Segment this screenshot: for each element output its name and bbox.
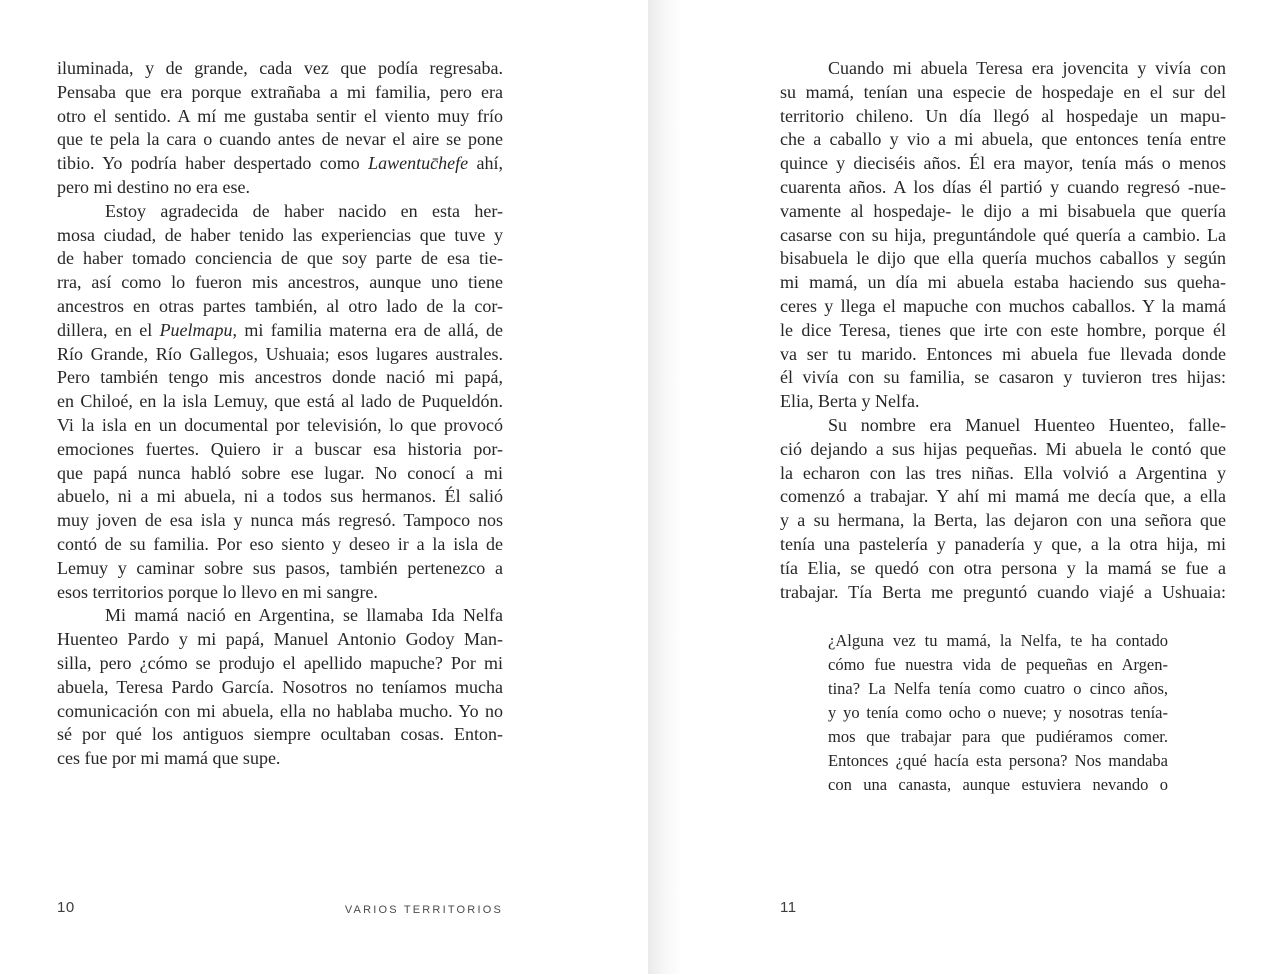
text-line: la echaron con las tres niñas. Ella volvió a Argentina y <box>780 462 1226 483</box>
text-line: le dice Teresa, tienes que irte con este hombre, porque él <box>780 319 1226 340</box>
text-line: él vivía con su familia, se casaron y tuvieron tres hijas: <box>780 367 1226 388</box>
text-line: Río Grande, Río Gallegos, Ushuaia; esos lugares australes. <box>57 343 503 364</box>
text-line: va ser tu marido. Entonces mi abuela fue llevada donde <box>780 343 1226 364</box>
text-line: tibio. Yo podría haber despertado como Lawentuc̄hefe ahí, <box>57 153 503 174</box>
text-line: tía Elia, se quedó con otra persona y la mamá se fue a <box>780 557 1226 578</box>
page-number-left: 10 <box>57 899 75 916</box>
text-line: otro el sentido. A mí me gustaba sentir el viento muy frío <box>57 105 503 126</box>
text-line: iluminada, y de grande, cada vez que podía regresaba. <box>57 58 503 78</box>
text-line: Vi la isla en un documental por televisión, lo que provocó <box>57 414 503 435</box>
text-line: ció dejando a sus hijas pequeñas. Mi abuela le contó que <box>780 438 1226 459</box>
text-line: bisabuela le dijo que ella quería muchos caballos y según <box>780 248 1226 269</box>
text-line: rra, así como lo fueron mis ancestros, aunque uno tiene <box>57 272 503 293</box>
text-line: muy joven de esa isla y nunca más regresó. Tampoco nos <box>57 510 503 531</box>
text-line: su mamá, tenían una especie de hospedaje en el sur del <box>780 81 1226 102</box>
text-line: esos territorios porque lo llevo en mi sangre. <box>57 581 378 602</box>
text-line: que papá nunca habló sobre ese lugar. No conocí a mi <box>57 462 503 483</box>
text-line: silla, pero ¿cómo se produjo el apellido mapuche? Por mi <box>57 652 503 673</box>
text-line: Pero también tengo mis ancestros donde nació mi papá, <box>57 367 503 388</box>
running-footer: VARIOS TERRITORIOS <box>344 904 503 916</box>
text-line: cómo fue nuestra vida de pequeñas en Argen- <box>828 655 1168 675</box>
text-line: en Chiloé, en la isla Lemuy, que está al lado de Puqueldón. <box>57 391 503 412</box>
page-gutter-shadow <box>648 0 682 974</box>
text-line: Estoy agradecida de haber nacido en esta her- <box>105 200 503 221</box>
text-line: che a caballo y vio a mi abuela, que entonces tenía entre <box>780 129 1226 150</box>
text-line: dillera, en el Puelmapu, mi familia materna era de allá, de <box>57 319 503 340</box>
text-line: contó de su familia. Por eso siento y deseo ir a la isla de <box>57 533 503 554</box>
text-line: y yo tenía como ocho o nueve; y nosotras tenía- <box>828 703 1168 723</box>
left-page-text-block <box>57 57 503 771</box>
text-line: vamente al hospedaje- le dijo a mi bisabuela que quería <box>780 200 1226 221</box>
text-line: abuela, Teresa Pardo García. Nosotros no teníamos mucha <box>57 676 503 697</box>
text-line: Cuando mi abuela Teresa era jovencita y vivía con <box>828 58 1226 78</box>
text-line: comenzó a trabajar. Y ahí mi mamá me decía que, a ella <box>780 486 1226 507</box>
text-line: tina? La Nelfa tenía como cuatro o cinco años, <box>828 679 1168 699</box>
text-line: cuarenta años. A los días él partió y cuando regresó -nue- <box>780 176 1226 197</box>
right-page-text-block <box>780 57 1226 797</box>
right-page-body <box>780 57 1226 604</box>
text-line: mosa ciudad, de haber tenido las experiencias que tuve y <box>57 224 503 245</box>
text-line: y a su hermana, la Berta, las dejaron con una señora que <box>780 510 1226 531</box>
text-line: Su nombre era Manuel Huenteo Huenteo, falle- <box>828 414 1226 435</box>
text-line: mos que trabajar para que pudiéramos comer. <box>828 727 1168 747</box>
text-line: territorio chileno. Un día llegó al hospedaje un mapu- <box>780 105 1226 126</box>
text-line: Mi mamá nació en Argentina, se llamaba Ida Nelfa <box>105 605 503 626</box>
text-line: tenía una pastelería y panadería y que, a la otra hija, mi <box>780 533 1226 554</box>
text-line: comunicación con mi abuela, ella no hablaba mucho. Yo no <box>57 700 503 721</box>
text-line: Elia, Berta y Nelfa. <box>780 391 920 412</box>
text-line: que te pela la cara o cuando antes de nevar el aire se pone <box>57 129 503 150</box>
text-line: quince y dieciséis años. Él era mayor, tenía más o menos <box>780 153 1226 174</box>
text-line: Huenteo Pardo y mi papá, Manuel Antonio Godoy Man- <box>57 629 503 650</box>
text-line: ceres y llega el mapuche con muchos caballos. Y la mamá <box>780 295 1226 316</box>
page-number-right: 11 <box>780 899 797 916</box>
text-line: con una canasta, aunque estuviera nevando o <box>828 775 1168 795</box>
text-line: ces fue por mi mamá que supe. <box>57 748 281 769</box>
text-line: casarse con su hija, preguntándole qué quería a cambio. La <box>780 224 1226 245</box>
text-line: pero mi destino no era ese. <box>57 176 250 197</box>
text-line: sé por qué los antiguos siempre ocultaban cosas. Enton- <box>57 724 503 745</box>
text-line: Lemuy y caminar sobre sus pasos, también pertenezco a <box>57 557 503 578</box>
text-line: mi mamá, un día mi abuela estaba haciendo sus queha- <box>780 272 1226 293</box>
block-quote <box>828 629 1168 797</box>
text-line: Entonces ¿qué hacía esta persona? Nos mandaba <box>828 751 1168 771</box>
text-line: Pensaba que era porque extrañaba a mi familia, pero era <box>57 81 503 102</box>
text-line: ancestros en otras partes también, al otro lado de la cor- <box>57 295 503 316</box>
text-line: emociones fuertes. Quiero ir a buscar esa historia por- <box>57 438 503 459</box>
text-line: abuelo, ni a mi abuela, ni a todos sus hermanos. Él salió <box>57 486 503 507</box>
text-line: trabajar. Tía Berta me preguntó cuando viajé a Ushuaia: <box>780 581 1226 602</box>
text-line: de haber tomado conciencia de que soy parte de esa tie- <box>57 248 503 269</box>
text-line: ¿Alguna vez tu mamá, la Nelfa, te ha contado <box>828 631 1168 651</box>
